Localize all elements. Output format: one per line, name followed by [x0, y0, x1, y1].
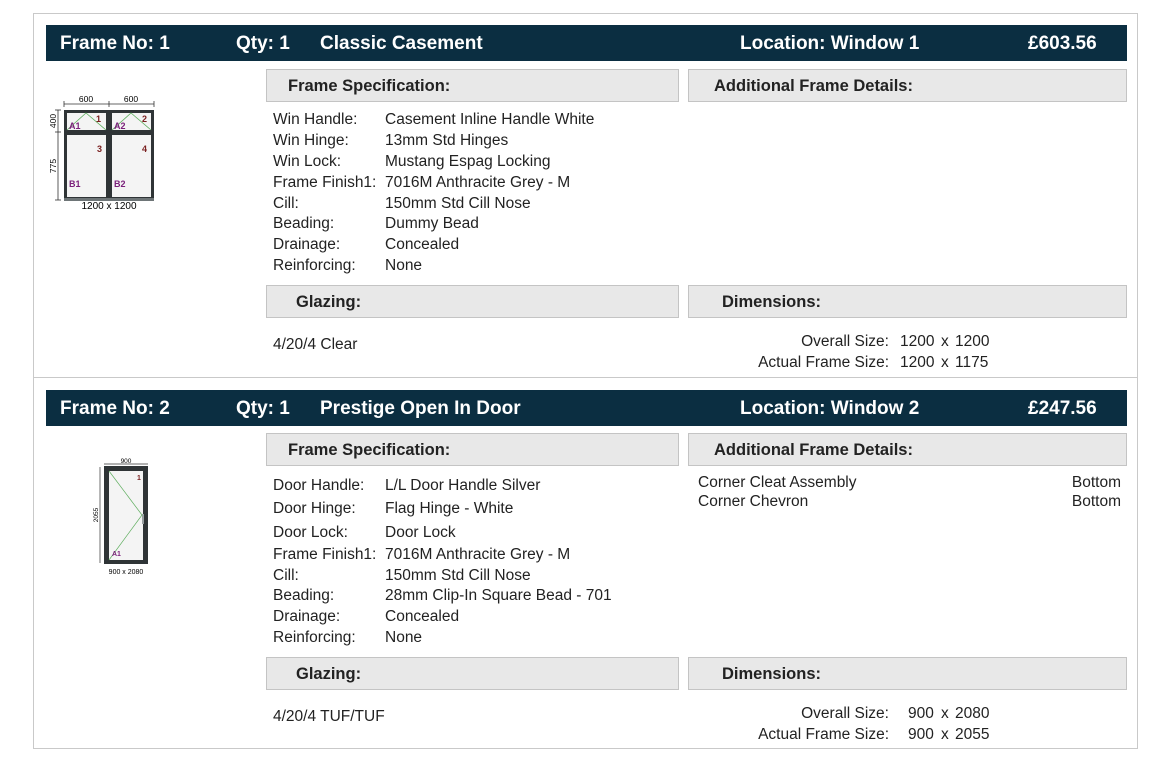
- frame-number: Frame No: 2: [60, 398, 170, 419]
- section-title: Dimensions:: [722, 665, 822, 683]
- additional-item: Corner Chevron: [698, 493, 809, 510]
- spec-value: 28mm Clip-In Square Bead - 701: [385, 587, 612, 604]
- actual-height: 1175: [955, 354, 989, 371]
- glazing-header: [266, 657, 679, 690]
- section-title: Glazing:: [296, 665, 362, 683]
- actual-width: 900: [908, 726, 934, 743]
- spec-label: Win Hinge:: [273, 132, 349, 149]
- frame-spec-header: [266, 433, 679, 466]
- spec-value: Flag Hinge - White: [385, 500, 514, 517]
- pane-label: A1: [112, 551, 121, 558]
- additional-item: Corner Cleat Assembly: [698, 474, 857, 491]
- door-diagram-2: [86, 455, 166, 580]
- pane-number: 3: [97, 144, 103, 154]
- actual-size-label: Actual Frame Size:: [758, 354, 889, 371]
- product-name: Classic Casement: [320, 33, 483, 54]
- spec-value: Concealed: [385, 608, 460, 625]
- spec-value: L/L Door Handle Silver: [385, 477, 541, 494]
- pane-label: A1: [69, 121, 81, 131]
- dimensions-header: [688, 657, 1127, 690]
- section-title: Additional Frame Details:: [714, 441, 913, 459]
- section-title: Frame Specification:: [288, 77, 451, 95]
- spec-value: 150mm Std Cill Nose: [385, 195, 531, 212]
- pane-number: 1: [96, 114, 102, 124]
- spec-label: Door Hinge:: [273, 500, 356, 517]
- glazing-value: 4/20/4 Clear: [273, 336, 358, 353]
- door-handle-icon: [142, 514, 144, 524]
- frame-price: £603.56: [1028, 33, 1097, 54]
- frame-number: Frame No: 1: [60, 33, 170, 54]
- overall-size-label: Overall Size:: [801, 333, 889, 350]
- frame-qty: Qty: 1: [236, 33, 290, 54]
- section-title: Dimensions:: [722, 293, 822, 311]
- additional-details-header: [688, 69, 1127, 102]
- times-sign: x: [941, 726, 949, 743]
- actual-height: 2055: [955, 726, 990, 743]
- overall-size-label: Overall Size:: [801, 705, 889, 722]
- section-title: Frame Specification:: [288, 441, 451, 459]
- dim-side-2: 775: [48, 158, 58, 174]
- spec-label: Drainage:: [273, 608, 341, 625]
- spec-value: Mustang Espag Locking: [385, 153, 551, 170]
- spec-value: 7016M Anthracite Grey - M: [385, 174, 571, 191]
- pane-number: 1: [137, 475, 141, 482]
- spec-label: Cill:: [273, 567, 299, 584]
- spec-value: Casement Inline Handle White: [385, 111, 595, 128]
- spec-label: Drainage:: [273, 236, 341, 253]
- frame-header-bar: [46, 390, 1127, 426]
- spec-label: Frame Finish1:: [273, 174, 377, 191]
- spec-label: Win Handle:: [273, 111, 358, 128]
- spec-value: Concealed: [385, 236, 460, 253]
- spec-value: 7016M Anthracite Grey - M: [385, 546, 571, 563]
- frame-qty: Qty: 1: [236, 398, 290, 419]
- window-diagram-1: [46, 92, 166, 217]
- pane-number: 2: [142, 114, 148, 124]
- spec-value: 13mm Std Hinges: [385, 132, 509, 149]
- pane-label: B2: [114, 179, 126, 189]
- frame-header-bar: [46, 25, 1127, 61]
- additional-position: Bottom: [1071, 474, 1121, 491]
- pane-label: B1: [69, 179, 81, 189]
- spec-value: Dummy Bead: [385, 215, 479, 232]
- overall-height: 1200: [955, 333, 990, 350]
- section-title: Additional Frame Details:: [714, 77, 913, 95]
- additional-position: Bottom: [1071, 493, 1121, 510]
- section-title: Glazing:: [296, 293, 362, 311]
- spec-value: None: [385, 629, 423, 646]
- product-name: Prestige Open In Door: [320, 398, 521, 419]
- frame-divider: [33, 377, 1138, 378]
- door-frame: [104, 466, 148, 564]
- spec-label: Door Lock:: [273, 524, 348, 541]
- dimensions-header: [688, 285, 1127, 318]
- spec-value: Door Lock: [385, 524, 456, 541]
- spec-value: None: [385, 257, 423, 274]
- times-sign: x: [941, 354, 949, 371]
- pane-label: A2: [114, 121, 126, 131]
- dim-top-2: 600: [123, 94, 139, 104]
- spec-label: Beading:: [273, 587, 335, 604]
- actual-width: 1200: [900, 354, 935, 371]
- dim-top-1: 900: [120, 458, 132, 465]
- pane-number: 4: [142, 144, 148, 154]
- overall-width: 900: [908, 705, 934, 722]
- spec-label: Win Lock:: [273, 153, 342, 170]
- frame-spec-header: [266, 69, 679, 102]
- times-sign: x: [941, 705, 949, 722]
- spec-value: 150mm Std Cill Nose: [385, 567, 531, 584]
- spec-label: Door Handle:: [273, 477, 365, 494]
- frame-location: Location: Window 1: [740, 33, 920, 54]
- diagram-size-label: 900 x 2080: [108, 569, 144, 576]
- actual-size-label: Actual Frame Size:: [758, 726, 889, 743]
- diagram-size-label: 1200 x 1200: [81, 201, 137, 212]
- overall-height: 2080: [955, 705, 990, 722]
- spec-label: Reinforcing:: [273, 257, 356, 274]
- dim-side-1: 2055: [93, 507, 100, 523]
- frame-price: £247.56: [1028, 398, 1097, 419]
- spec-label: Beading:: [273, 215, 335, 232]
- frame-location: Location: Window 2: [740, 398, 920, 419]
- overall-width: 1200: [900, 333, 935, 350]
- dim-side-1: 400: [48, 113, 58, 129]
- spec-label: Cill:: [273, 195, 299, 212]
- glazing-header: [266, 285, 679, 318]
- dim-top-1: 600: [78, 94, 94, 104]
- spec-label: Reinforcing:: [273, 629, 356, 646]
- spec-label: Frame Finish1:: [273, 546, 377, 563]
- glazing-value: 4/20/4 TUF/TUF: [273, 708, 385, 725]
- additional-details-header: [688, 433, 1127, 466]
- times-sign: x: [941, 333, 949, 350]
